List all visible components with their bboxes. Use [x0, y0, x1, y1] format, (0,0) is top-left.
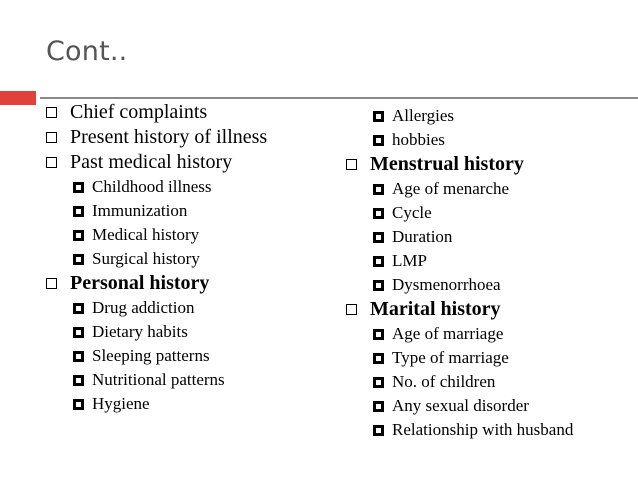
- list-item-label: Present history of illness: [70, 125, 268, 148]
- sub-item: [345, 273, 630, 297]
- list-item-marital-history: [345, 297, 630, 321]
- filled-square-bullet-icon: [373, 425, 384, 436]
- sub-item-label: Hygiene: [92, 394, 150, 413]
- sub-item: [45, 344, 330, 368]
- sub-item: [345, 177, 630, 201]
- filled-square-bullet-icon: [73, 206, 84, 217]
- filled-square-bullet-icon: [73, 399, 84, 410]
- square-bullet-icon: [346, 304, 357, 315]
- accent-bar: [0, 91, 36, 105]
- sub-item: [45, 296, 330, 320]
- list-item-label: Marital history: [370, 297, 501, 320]
- list-item-label: Personal history: [70, 271, 210, 294]
- sub-item-label: Age of menarche: [392, 179, 510, 198]
- sub-item: [345, 225, 630, 249]
- filled-square-bullet-icon: [373, 280, 384, 291]
- square-bullet-icon: [46, 278, 57, 289]
- filled-square-bullet-icon: [373, 329, 384, 340]
- filled-square-bullet-icon: [73, 254, 84, 265]
- list-item-chief-complaints: [45, 100, 330, 124]
- sub-item-label: Age of marriage: [392, 324, 504, 343]
- list-item-present-history: [45, 125, 330, 149]
- sub-item-label: Surgical history: [92, 249, 200, 268]
- sub-item-label: Medical history: [92, 225, 200, 244]
- sub-item-label: Immunization: [92, 201, 188, 220]
- sub-item-label: Duration: [392, 227, 453, 246]
- sub-item: [345, 322, 630, 346]
- right-column: [345, 104, 630, 442]
- sub-item: [45, 368, 330, 392]
- list-item-past-medical-history: [45, 150, 330, 174]
- filled-square-bullet-icon: [373, 401, 384, 412]
- filled-square-bullet-icon: [373, 353, 384, 364]
- slide-title: Cont..: [46, 36, 128, 67]
- sub-item: [45, 320, 330, 344]
- sub-item: [45, 199, 330, 223]
- filled-square-bullet-icon: [373, 208, 384, 219]
- list-item-label: Menstrual history: [370, 152, 524, 175]
- title-divider: [40, 97, 638, 99]
- sub-item-label: Dysmenorrhoea: [392, 275, 501, 294]
- filled-square-bullet-icon: [73, 182, 84, 193]
- sub-item: [345, 128, 630, 152]
- left-column: [45, 100, 330, 416]
- filled-square-bullet-icon: [373, 256, 384, 267]
- sub-item: [345, 394, 630, 418]
- sub-item-label: Relationship with husband: [392, 420, 574, 439]
- sub-item-label: No. of children: [392, 372, 496, 391]
- filled-square-bullet-icon: [373, 232, 384, 243]
- sub-item: [45, 392, 330, 416]
- sub-item-label: Childhood illness: [92, 177, 212, 196]
- sub-item-label: Sleeping patterns: [92, 346, 210, 365]
- filled-square-bullet-icon: [373, 111, 384, 122]
- sub-item-label: hobbies: [392, 130, 445, 149]
- sub-item-label: Nutritional patterns: [92, 370, 225, 389]
- list-item-personal-history: [45, 271, 330, 295]
- square-bullet-icon: [46, 132, 57, 143]
- filled-square-bullet-icon: [73, 303, 84, 314]
- list-item-menstrual-history: [345, 152, 630, 176]
- square-bullet-icon: [46, 157, 57, 168]
- sub-item-label: Cycle: [392, 203, 432, 222]
- square-bullet-icon: [46, 107, 57, 118]
- list-item-label: Chief complaints: [70, 100, 208, 123]
- sub-item-label: Allergies: [392, 106, 455, 125]
- filled-square-bullet-icon: [373, 135, 384, 146]
- sub-item-label: Dietary habits: [92, 322, 188, 341]
- list-item-label: Past medical history: [70, 150, 233, 173]
- sub-item: [345, 201, 630, 225]
- sub-item: [345, 418, 630, 442]
- sub-item: [345, 370, 630, 394]
- sub-item: [345, 346, 630, 370]
- sub-item-label: Any sexual disorder: [392, 396, 529, 415]
- sub-item: [345, 249, 630, 273]
- filled-square-bullet-icon: [73, 351, 84, 362]
- sub-item-label: Drug addiction: [92, 298, 195, 317]
- sub-item-label: Type of marriage: [392, 348, 509, 367]
- square-bullet-icon: [346, 159, 357, 170]
- sub-item: [345, 104, 630, 128]
- sub-item: [45, 247, 330, 271]
- sub-item: [45, 175, 330, 199]
- filled-square-bullet-icon: [373, 377, 384, 388]
- filled-square-bullet-icon: [73, 327, 84, 338]
- filled-square-bullet-icon: [373, 184, 384, 195]
- sub-item-label: LMP: [392, 251, 427, 270]
- filled-square-bullet-icon: [73, 375, 84, 386]
- filled-square-bullet-icon: [73, 230, 84, 241]
- sub-item: [45, 223, 330, 247]
